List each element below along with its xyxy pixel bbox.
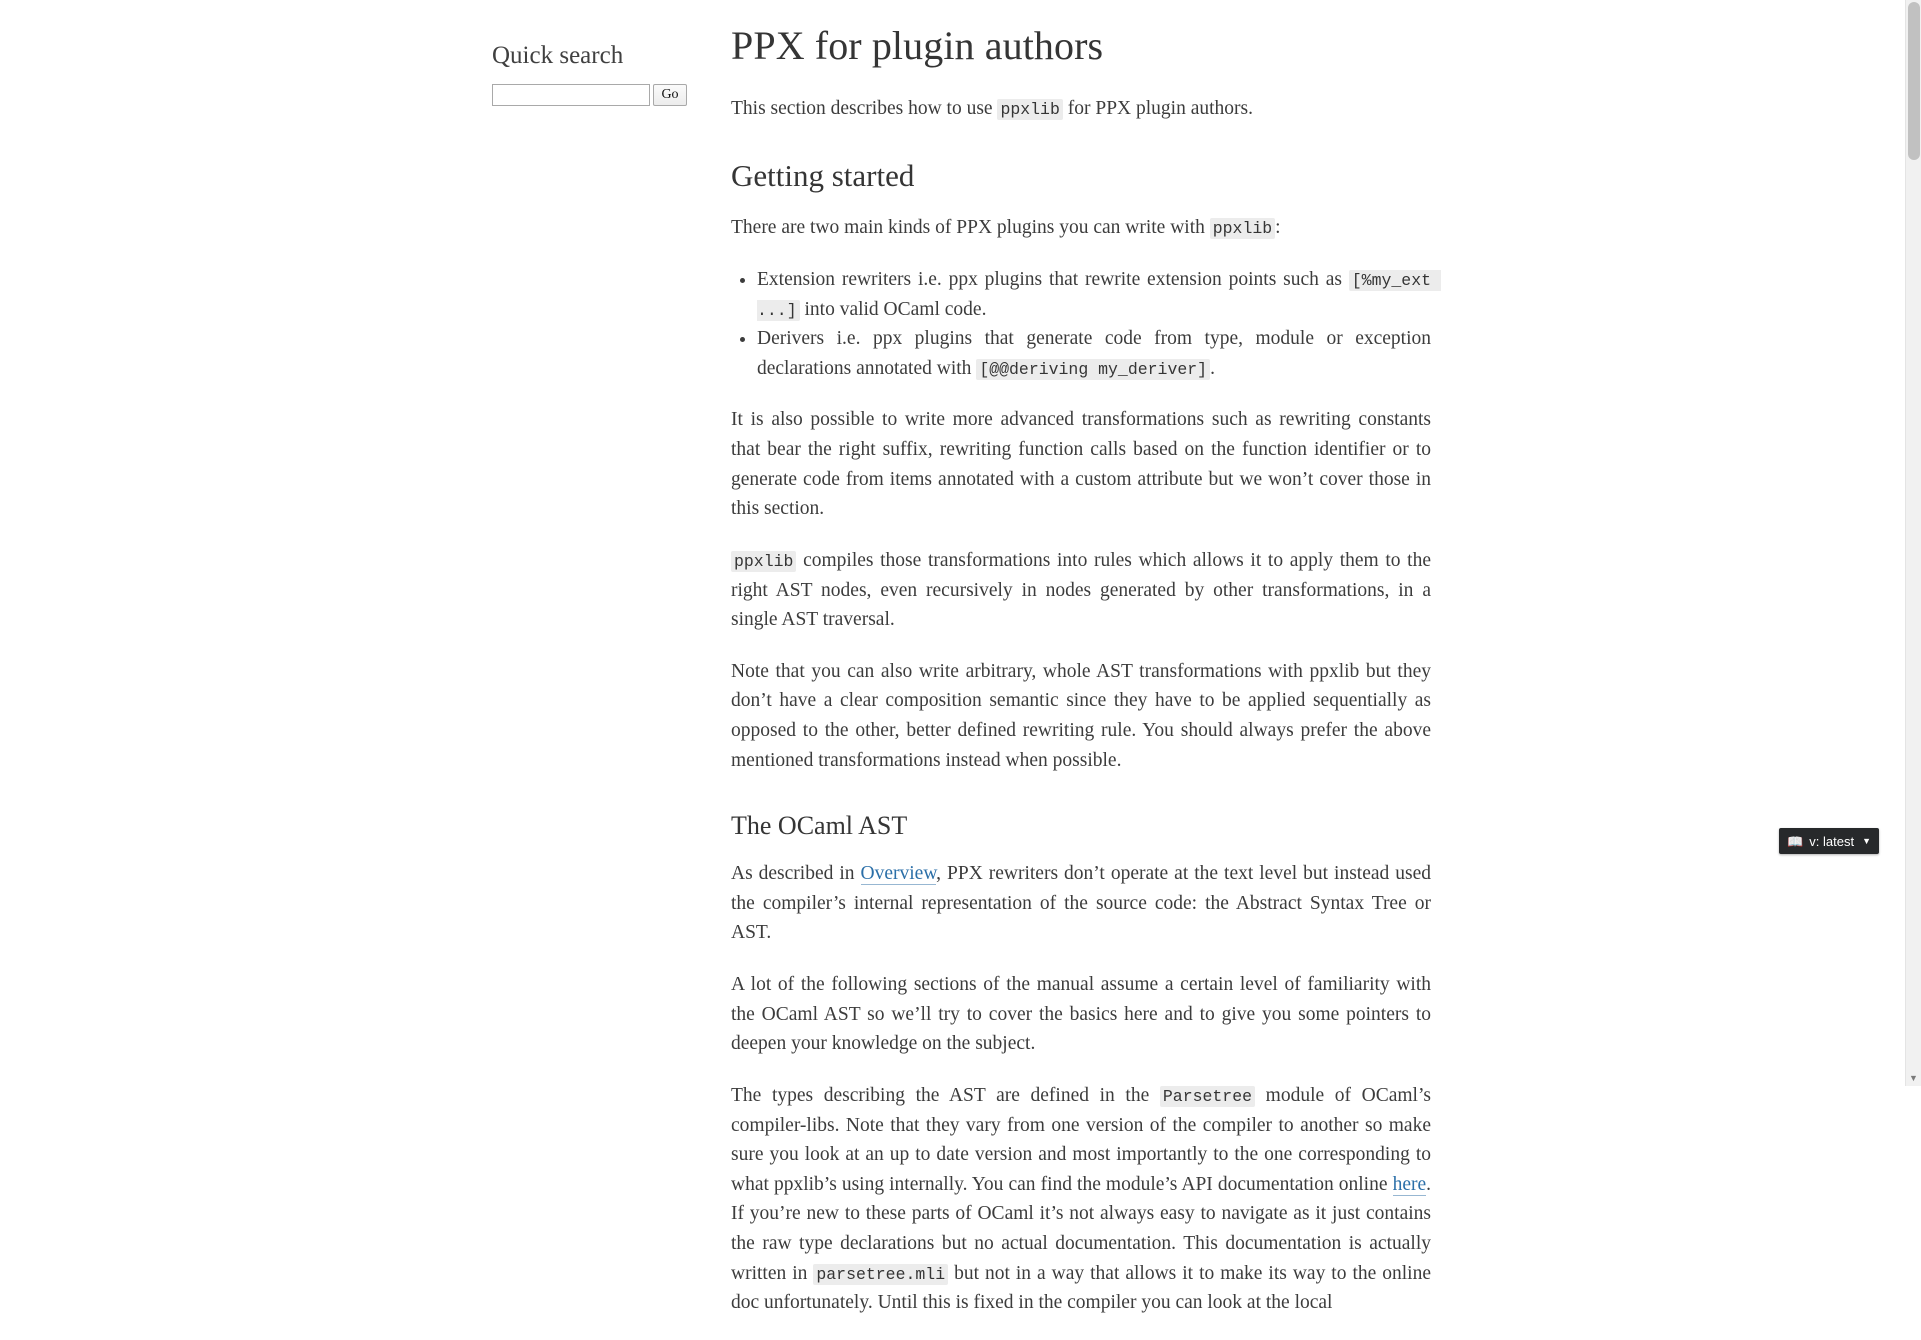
ast-p1-text-a: As described in bbox=[731, 863, 861, 885]
intro-text-b: for PPX plugin authors. bbox=[1062, 98, 1253, 119]
ast-p3-text-a: The types describing the AST are defined in the bbox=[731, 1084, 1160, 1106]
ocaml-ast-paragraph-3 bbox=[731, 1081, 1431, 1318]
list-item bbox=[757, 265, 1441, 324]
version-flyout-label: v: latest bbox=[1809, 833, 1855, 849]
inline-code-parsetree: Parsetree bbox=[1160, 1086, 1255, 1107]
quick-search-panel bbox=[492, 42, 702, 106]
quick-search-title: Quick search bbox=[492, 42, 624, 69]
lead-text-b: : bbox=[1275, 217, 1281, 239]
search-go-button[interactable]: Go bbox=[653, 84, 687, 106]
ast-p3-text-d: but not in a way that allows it to make its way to the bbox=[948, 1262, 1377, 1284]
quick-search-form bbox=[492, 84, 702, 106]
inline-code-extension-point: [%my_ext ...] bbox=[757, 270, 1441, 320]
note-paragraph: Note that you can also write arbitrary, whole AST transformations with ppxlib but they don’t have a clear composition semantic since they have to be applied sequentially as opposed to the other, better defined rewriting rule. You should always prefer the above mentioned transformations instead when possible. bbox=[731, 660, 1431, 771]
section-heading-ocaml-ast: The OCaml AST bbox=[731, 811, 908, 841]
getting-started-lead bbox=[731, 213, 1431, 243]
bullet-1-text-a: Extension rewriters i.e. ppx plugins that rewrite extension points such as bbox=[757, 268, 1349, 290]
list-item bbox=[757, 324, 1431, 383]
scrollbar-thumb[interactable] bbox=[1908, 2, 1920, 160]
inline-code-parsetree-mli: parsetree.mli bbox=[813, 1264, 948, 1285]
bullet-2-text-a: Derivers i.e. ppx plugins that generate code from type, module or exception declarations annotated with bbox=[757, 328, 1431, 379]
book-icon: 📖 bbox=[1787, 833, 1804, 849]
bullet-1-text-b: into valid OCaml code. bbox=[799, 298, 987, 320]
main-content bbox=[731, 0, 1441, 1340]
ocaml-ast-paragraph-1 bbox=[731, 859, 1431, 948]
overview-link[interactable]: Overview bbox=[860, 863, 937, 885]
ast-p3-text-e: online doc unfortunately. Until this is fixed in the compiler you can look at the local bbox=[731, 1262, 1432, 1314]
here-link[interactable]: here bbox=[1392, 1173, 1427, 1195]
section-heading-getting-started: Getting started bbox=[731, 157, 915, 193]
page-title: PPX for plugin authors bbox=[731, 23, 1104, 68]
search-input[interactable] bbox=[492, 84, 650, 106]
inline-code-deriving: [@@deriving my_deriver] bbox=[976, 359, 1210, 380]
ast-p1-text-b: , PPX rewriters don’t operate at the text level but instead used the compiler’s internal representation of the source code: the Abstract Syntax Tree or AST. bbox=[731, 863, 1432, 944]
version-flyout-button[interactable] bbox=[1779, 828, 1879, 854]
intro-paragraph bbox=[731, 94, 1431, 124]
scroll-down-arrow-icon[interactable]: ▼ bbox=[1909, 1073, 1918, 1083]
compiles-text: compiles those transformations into rules which allows it to apply them to the right AST nodes, even recursively in nodes generated by other transformations, in a single AST traversal. bbox=[731, 549, 1431, 631]
inline-code-ppxlib-3: ppxlib bbox=[731, 551, 796, 572]
bullet-2-text-b: . bbox=[1210, 357, 1215, 379]
sidebar bbox=[0, 0, 712, 106]
inline-code-ppxlib: ppxlib bbox=[997, 99, 1062, 120]
inline-code-ppxlib-2: ppxlib bbox=[1210, 218, 1275, 239]
advanced-transformations-paragraph: It is also possible to write more advanced transformations such as rewriting constants that bear the right suffix, rewriting function calls based on the function identifier or to generate code from items annotated with a custom attribute but we won’t cover those in this section. bbox=[731, 409, 1431, 520]
lead-text-a: There are two main kinds of PPX plugins you can write with bbox=[731, 217, 1210, 239]
ast-p3-text-c: . If you’re new to these parts of OCaml it’s not always easy to navigate as it just contains the raw type declarations but no actual documentation. This documentation is actually written in bbox=[731, 1173, 1431, 1284]
plugin-kinds-list bbox=[731, 265, 1441, 384]
intro-text-a: This section describes how to use bbox=[731, 98, 998, 119]
vertical-scrollbar[interactable] bbox=[1905, 0, 1921, 1086]
ast-p3-text-b: module of OCaml’s compiler-libs. Note that they vary from one version of the compiler to another so make sure you look at an up to date version and most importantly to the one corresponding to what ppxlib’s using internally. You can find the module’s API documentation online bbox=[731, 1084, 1431, 1195]
ocaml-ast-paragraph-2: A lot of the following sections of the manual assume a certain level of familiarity with the OCaml AST so we’ll try to cover the basics here and to give you some pointers to deepen your knowledge on the subject. bbox=[731, 974, 1431, 1055]
compiles-paragraph bbox=[731, 546, 1431, 635]
chevron-down-icon: ▼ bbox=[1862, 835, 1871, 846]
